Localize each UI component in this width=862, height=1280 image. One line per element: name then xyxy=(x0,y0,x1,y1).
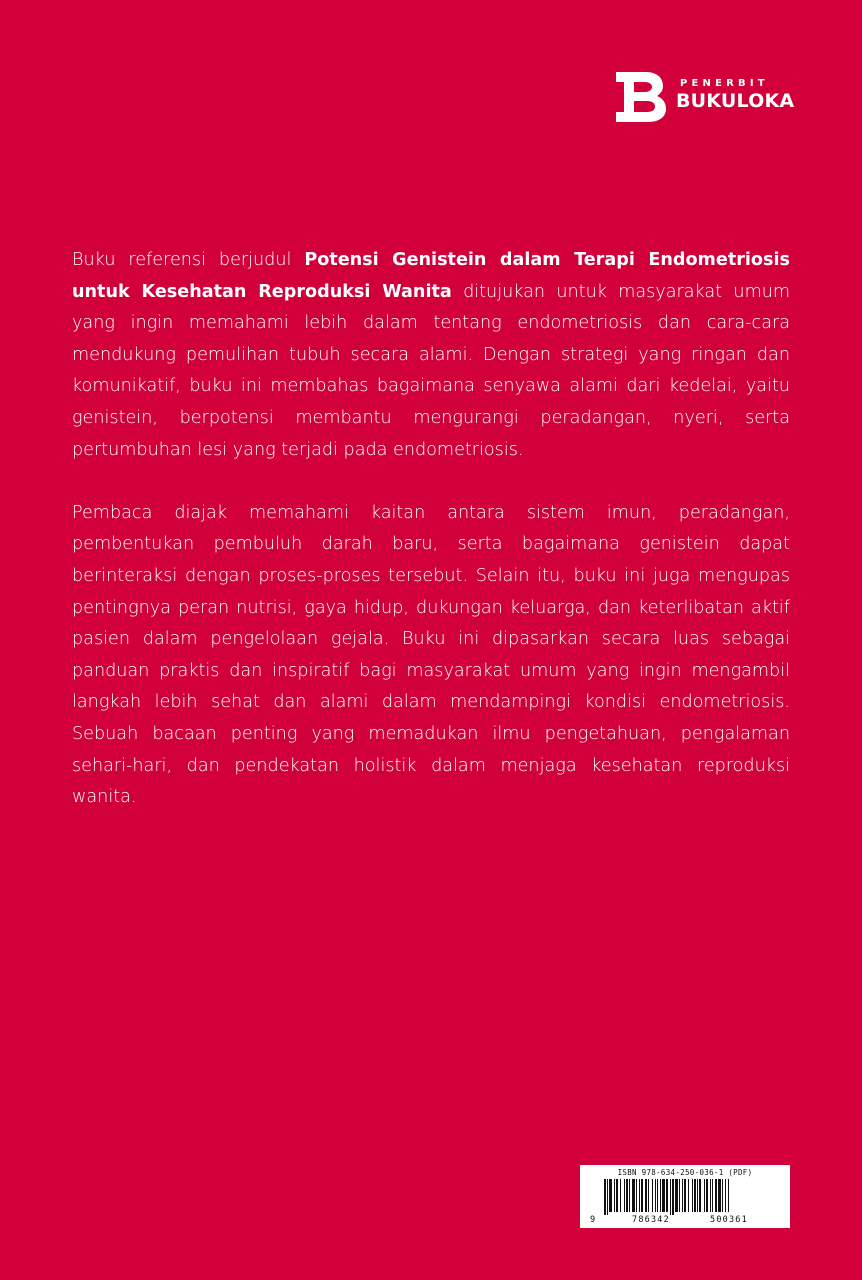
paragraph-1-body: ditujukan untuk masyarakat umum yang ingin memahami lebih dalam tentang endometriosis dan cara-cara mendukung pemulihan tubuh secara alami. Dengan strategi yang ringan dan komunikatif, buku ini membahas bagaimana senyawa alami dari kedelai, yaitu genistein, berpotensi membantu mengurangi peradangan, nyeri, serta pertumbuhan lesi yang terjadi pada endometriosis. xyxy=(72,281,790,460)
barcode-bar xyxy=(604,1179,606,1215)
barcode-bar xyxy=(692,1179,693,1212)
barcode-bar xyxy=(699,1179,701,1212)
description-paragraph-2: Pembaca diajak memahami kaitan antara sistem imun, peradangan, pembentukan pembuluh darah baru, serta bagaimana genistein dapat berinteraksi dengan proses-proses tersebut. Selain itu, buku ini juga mengupas pentingnya peran nutrisi, gaya hidup, dukungan keluarga, dan keterlibatan aktif pasien dalam pengelolaan gejala. Buku ini dipasarkan secara luas sebagai panduan praktis dan inspiratif bagi masyarakat umum yang ingin mengambil langkah lebih sehat dan alami dalam mendampingi kondisi endometriosis. Sebuah bacaan penting yang memadukan ilmu pengetahuan, pengalaman sehari-hari, dan pendekatan holistik dalam menjaga kesehatan reproduksi wanita. xyxy=(72,502,790,808)
publisher-name: BUKULOKA xyxy=(676,90,795,112)
barcode-bar xyxy=(728,1179,729,1212)
publisher-prefix: PENERBIT xyxy=(680,78,769,89)
barcode-bar xyxy=(607,1179,608,1215)
barcode-bar xyxy=(684,1179,686,1212)
barcode-bar xyxy=(626,1179,628,1212)
barcode-bar xyxy=(657,1179,658,1212)
barcode-bar xyxy=(614,1179,615,1212)
description-paragraph-1 xyxy=(72,245,790,466)
barcode-bar xyxy=(706,1179,708,1212)
barcode-bar xyxy=(636,1179,637,1212)
barcode-bar xyxy=(712,1179,713,1212)
barcode-bar xyxy=(620,1179,621,1212)
barcode-bar xyxy=(688,1179,689,1212)
barcode-bar xyxy=(655,1179,656,1212)
barcode-bar xyxy=(679,1179,680,1212)
barcode-digits-left: 786342 xyxy=(632,1215,670,1225)
barcode-bar xyxy=(670,1179,671,1215)
barcode-bar xyxy=(652,1179,653,1212)
barcode-bar xyxy=(641,1179,643,1212)
barcode-bar xyxy=(715,1179,717,1212)
barcode-bar xyxy=(609,1179,612,1212)
book-description xyxy=(72,245,790,814)
barcode-bar xyxy=(718,1179,721,1212)
isbn-label: ISBN 978-634-250-036-1 (PDF) xyxy=(617,1168,753,1177)
barcode-bar xyxy=(675,1179,678,1212)
barcode-bar xyxy=(648,1179,649,1212)
barcode-bar xyxy=(697,1179,698,1212)
barcode-bar xyxy=(645,1179,647,1212)
barcode-bar xyxy=(639,1179,640,1212)
publisher-logo xyxy=(612,68,802,124)
barcode-bar xyxy=(662,1179,665,1212)
b-letter-logo-icon xyxy=(612,68,668,122)
barcode-bar xyxy=(725,1179,726,1212)
barcode-bar xyxy=(616,1179,618,1212)
barcode-bar xyxy=(666,1179,668,1212)
isbn-barcode xyxy=(580,1165,790,1228)
barcode-bar xyxy=(672,1179,674,1215)
barcode-bar xyxy=(629,1179,630,1212)
barcode-bar xyxy=(704,1179,705,1212)
book-title: Potensi Genistein dalam Terapi Endometriosis untuk Kesehatan Reproduksi Wanita xyxy=(72,250,790,302)
intro-text: Buku referensi berjudul xyxy=(72,250,305,270)
barcode-bar xyxy=(694,1179,696,1212)
barcode-digit-first: 9 xyxy=(590,1215,597,1225)
barcode-bar xyxy=(722,1179,723,1212)
barcode-digits-right: 500361 xyxy=(710,1215,748,1225)
barcode-bar xyxy=(710,1179,711,1212)
barcode-bar xyxy=(660,1179,661,1212)
barcode-bar xyxy=(632,1179,635,1212)
barcode-bar xyxy=(682,1179,683,1212)
barcode-bar xyxy=(624,1179,625,1212)
